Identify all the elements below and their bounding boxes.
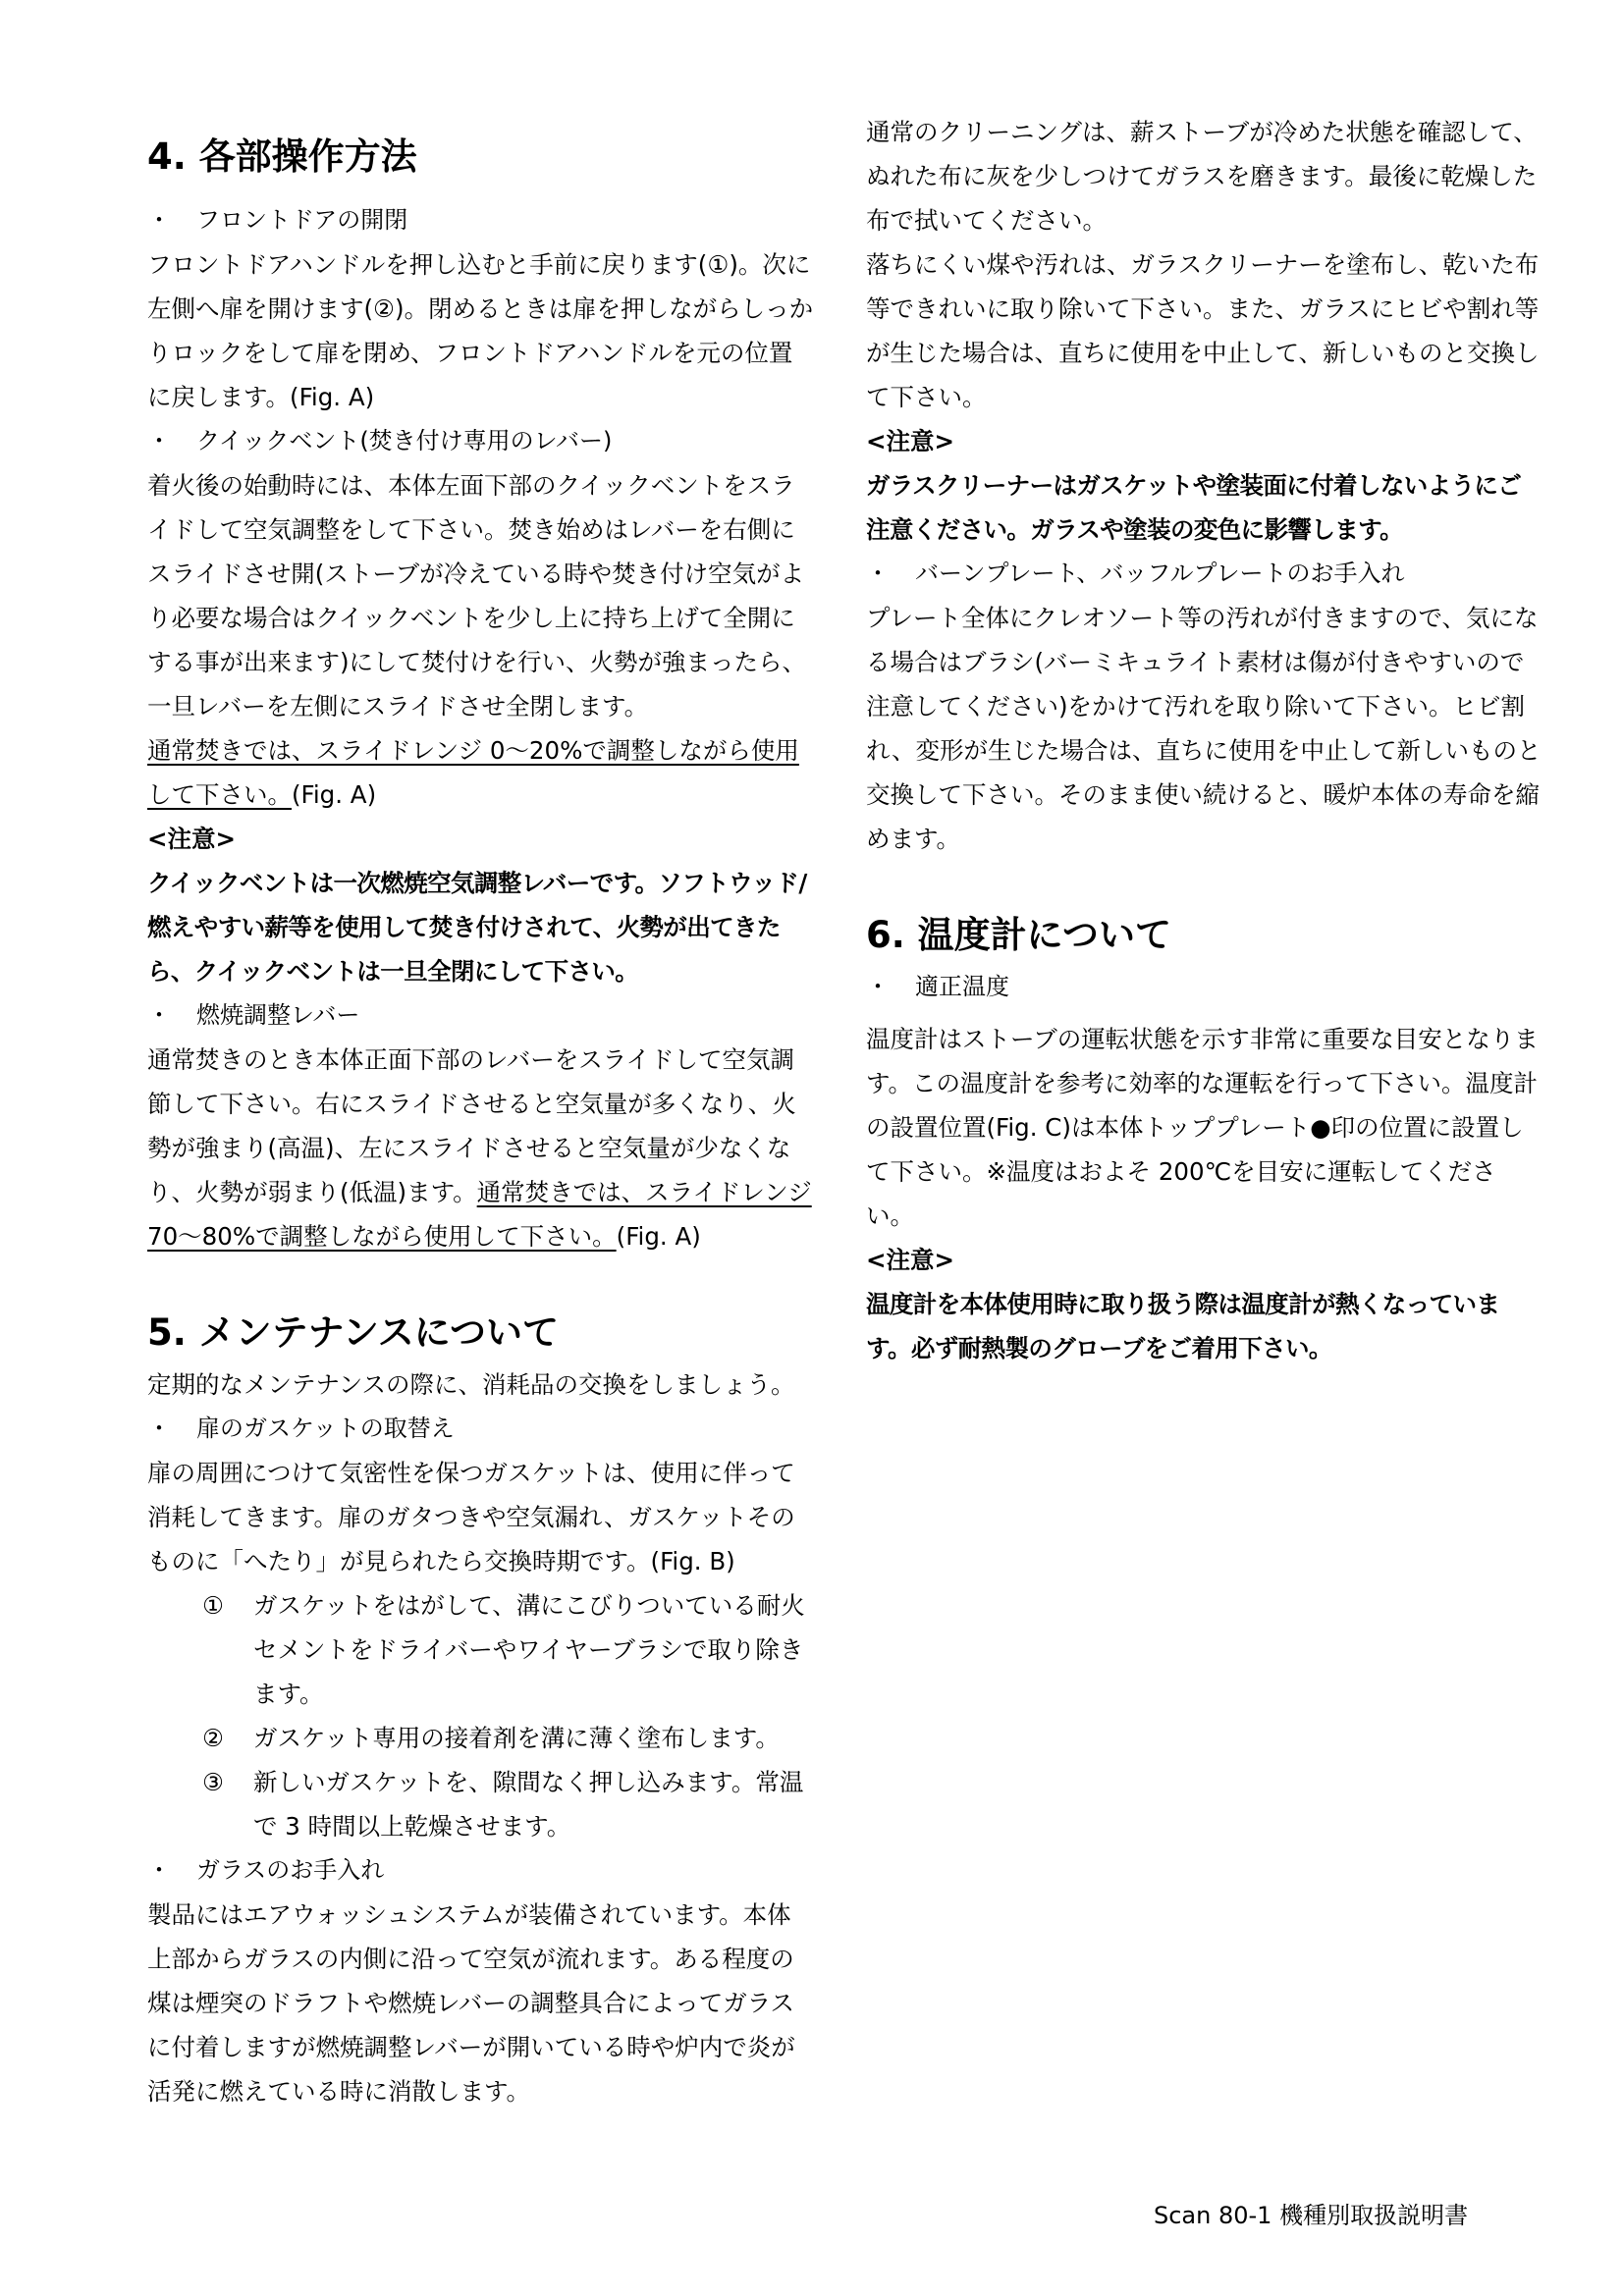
bullet-front-door (147, 198, 815, 242)
fig-ref: (Fig. A) (616, 1222, 701, 1251)
quick-vent-range (147, 728, 815, 817)
section-6-title: 6. 温度計について (866, 914, 1171, 956)
bullet-label: バーンプレート、バッフルプレートのお手入れ (915, 560, 1405, 587)
bullet-glyph: ・ (147, 1001, 171, 1029)
bullet-label: クイックベント(焚き付け専用のレバー) (196, 427, 613, 454)
step-text: ガスケット専用の接着剤を溝に薄く塗布します。 (253, 1724, 780, 1752)
bullet-glyph: ・ (147, 206, 171, 234)
right-column (866, 110, 1543, 1370)
bullet-glyph: ・ (866, 560, 890, 587)
bullet-label: ガラスのお手入れ (196, 1856, 385, 1884)
step-item (202, 1583, 815, 1716)
step-text: 新しいガスケットを、隙間なく押し込みます。常温で 3 時間以上乾燥させます。 (253, 1768, 804, 1841)
step-text: ガスケットをはがして、溝にこびりついている耐火セメントをドライバーやワイヤーブラシで取り除きます。 (253, 1591, 805, 1708)
glass-stain-text: 落ちにくい煤や汚れは、ガラスクリーナーを塗布し、乾いた布等できれいに取り除いて下さい。また、ガラスにヒビや割れ等が生じた場合は、直ちに使用を中止して、新しいものと交換して下さい。 (866, 250, 1540, 411)
bullet-proper-temperature (866, 965, 1543, 1009)
step-number: ③ (202, 1768, 224, 1796)
quick-vent-note: クイックベントは一次燃焼空気調整レバーです。ソフトウッド/燃えやすい薪等を使用して焚き付けされて、火勢が出てきたら、クイックベントは一旦全閉にして下さい。 (147, 869, 807, 986)
bullet-glyph: ・ (147, 1856, 171, 1884)
gasket-text: 扉の周囲につけて気密性を保つガスケットは、使用に伴って消耗してきます。扉のガタつきや空気漏れ、ガスケットそのものに「へたり」が見られたら交換時期です。(Fig. B) (147, 1459, 795, 1575)
bullet-glyph: ・ (866, 973, 890, 1000)
quick-vent-text: 着火後の始動時には、本体左面下部のクイックベントをスライドして空気調整をして下さい。焚き始めはレバーを右側にスライドさせ開(ストーブが冷えている時や焚き付け空気がより必要な場合はクイックベントを少し上に持ち上げて全開にする事が出来ます)にして焚付けを行い、火勢が強まったら、一旦レバーを左側にスライドさせ全閉します。 (147, 471, 807, 721)
plate-care-text: プレート全体にクレオソート等の汚れが付きますので、気になる場合はブラシ(バーミキュライト素材は傷が付きやすいので注意してください)をかけて汚れを取り除いて下さい。ヒビ割れ、変形が生じた場合は、直ちに使用を中止して新しいものと交換して下さい。そのまま使い続けると、暖炉本体の寿命を縮めます。 (866, 604, 1542, 853)
bullet-label: フロントドアの開閉 (196, 206, 408, 234)
combustion-lever-text (147, 1038, 815, 1258)
step-number: ① (202, 1591, 224, 1620)
bullet-label: 燃焼調整レバー (196, 1001, 360, 1029)
front-door-text: フロントドアハンドルを押し込むと手前に戻ります(①)。次に左側へ扉を開けます(②)。閉めるときは扉を押しながらしっかりロックをして扉を閉め、フロントドアハンドルを元の位置に戻します。(Fig. A) (147, 250, 814, 411)
bullet-label: 扉のガスケットの取替え (196, 1415, 455, 1442)
gasket-steps (147, 1583, 815, 1848)
bullet-plate-care (866, 552, 1543, 596)
combustion-lever-body: 通常焚きのとき本体正面下部のレバーをスライドして空気調節して下さい。右にスライドさせると空気量が多くなり、火勢が強まり(高温)、左にスライドさせると空気量が少なくなり、火勢が弱まり(低温)ます。 (147, 1045, 796, 1206)
note-heading: <注意> (866, 427, 955, 455)
bullet-combustion-lever (147, 993, 815, 1038)
thermometer-note: 温度計を本体使用時に取り扱う際は温度計が熱くなっています。必ず耐熱製のグローブをご着用下さい。 (866, 1290, 1500, 1362)
bullet-quick-vent (147, 419, 815, 463)
bullet-gasket (147, 1407, 815, 1451)
glass-care-text: 製品にはエアウォッシュシステムが装備されています。本体上部からガラスの内側に沿って空気が流れます。ある程度の煤は煙突のドラフトや燃焼レバーの調整具合によってガラスに付着しますが燃焼調整レバーが開いている時や炉内で炎が活発に燃えている時に消散します。 (147, 1900, 795, 2106)
fig-ref: (Fig. A) (292, 780, 377, 809)
bullet-glyph: ・ (147, 1415, 171, 1442)
bullet-label: 適正温度 (915, 973, 1009, 1000)
glass-cleaner-note: ガラスクリーナーはガスケットや塗装面に付着しないようにご注意ください。ガラスや塗装の変色に影響します。 (866, 471, 1522, 544)
glass-cleaning-text: 通常のクリーニングは、薪ストーブが冷めた状態を確認して、ぬれた布に灰を少しつけてガラスを磨きます。最後に乾燥した布で拭いてください。 (866, 118, 1538, 235)
combustion-lever-range-underline: 通常焚きでは、スライドレンジ 70～80%で調整しながら使用して下さい。 (147, 1178, 812, 1251)
note-heading: <注意> (147, 825, 237, 853)
section-4-title: 4. 各部操作方法 (147, 135, 417, 178)
bullet-glass-care (147, 1848, 815, 1893)
maintenance-intro: 定期的なメンテナンスの際に、消耗品の交換をしましょう。 (147, 1370, 795, 1399)
quick-vent-range-underline: 通常焚きでは、スライドレンジ 0～20%で調整しながら使用して下さい。 (147, 736, 799, 809)
step-item (202, 1716, 815, 1760)
section-5-title: 5. メンテナンスについて (147, 1311, 559, 1354)
step-item (202, 1760, 815, 1848)
note-heading: <注意> (866, 1246, 955, 1274)
thermometer-text: 温度計はストーブの運転状態を示す非常に重要な目安となります。この温度計を参考に効率的な運転を行って下さい。温度計の設置位置(Fig. C)は本体トッププレート●印の位置に設置して下さい。※温度はおよそ 200℃を目安に運転してください。 (866, 1025, 1539, 1230)
step-number: ② (202, 1724, 224, 1752)
page-footer: Scan 80-1 機種別取扱説明書 (1154, 2202, 1469, 2229)
left-column (147, 128, 815, 2113)
bullet-glyph: ・ (147, 427, 171, 454)
